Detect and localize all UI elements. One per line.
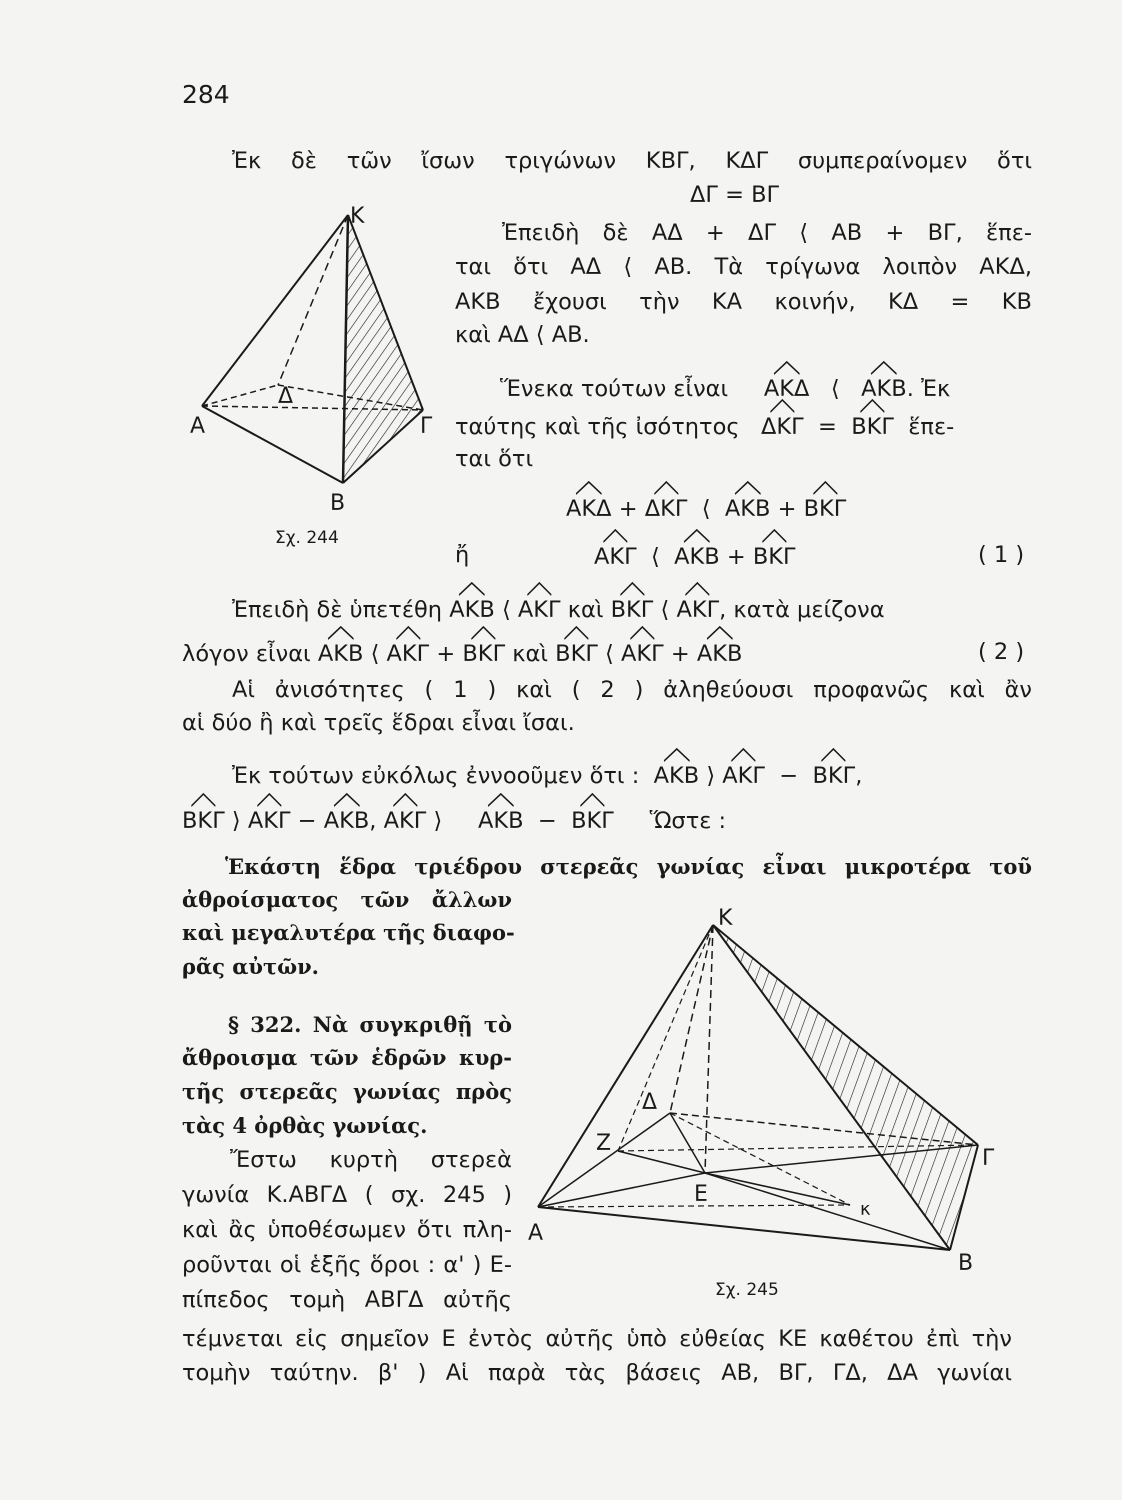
vertex-label: Β xyxy=(958,1251,974,1276)
figure-caption: Σχ. 245 xyxy=(715,1280,779,1300)
equation-number: ( 2 ) xyxy=(978,639,1025,665)
vertex-label: Δ xyxy=(278,384,294,409)
text-line: τέμνεται εἰς σημεῖον Ε ἐντὸς αὐτῆς ὑπὸ εὐθείας ΚΕ καθέτου ἐπὶ τὴν xyxy=(182,1326,1012,1352)
vertex-label: Γ xyxy=(420,414,433,439)
section-heading: τῆς στερεᾶς γωνίας πρὸς xyxy=(182,1079,512,1104)
equation: ΑΚΓ ⟨ ΑΚΒ + ΒΚΓ xyxy=(594,540,796,572)
text-line: ἤ xyxy=(455,542,470,568)
text-line: Ἐκ δὲ τῶν ἴσων τριγώνων ΚΒΓ, ΚΔΓ συμπεραίνομεν ὅτι xyxy=(232,148,1032,174)
text-line: λόγον εἶναι ΑΚΒ ⟨ ΑΚΓ + ΒΚΓ καὶ ΒΚΓ ⟨ ΑΚΓ + ΑΚΒ xyxy=(182,637,742,669)
theorem-line: ρᾶς αὐτῶν. xyxy=(182,954,319,979)
text-line: ΑΚΒ ἔχουσι τὴν ΚΑ κοινήν, ΚΔ = ΚΒ xyxy=(455,289,1032,315)
text-line: ΒΚΓ ⟩ ΑΚΓ − ΑΚΒ, ΑΚΓ ⟩ ΑΚΒ − ΒΚΓ Ὥστε : xyxy=(182,804,726,836)
vertex-label: κ xyxy=(860,1199,871,1220)
vertex-label: Α xyxy=(190,414,206,439)
figure-caption: Σχ. 244 xyxy=(275,528,339,548)
text-line: Ἔστω κυρτὴ στερεὰ xyxy=(230,1147,512,1173)
hatched-face xyxy=(343,215,423,483)
theorem-line: καὶ μεγαλυτέρα τῆς διαφο- xyxy=(182,920,515,945)
equation-number: ( 1 ) xyxy=(978,542,1025,568)
theorem-line: Ἑκάστη ἕδρα τριέδρου στερεᾶς γωνίας εἶναι μικροτέρα τοῦ xyxy=(225,854,1032,879)
text-line: Ἐκ τούτων εὐκόλως ἐννοοῦμεν ὅτι : ΑΚΒ ⟩ ΑΚΓ − ΒΚΓ, xyxy=(232,759,862,791)
angle: ΔΚΓ xyxy=(761,410,804,442)
hatched-face xyxy=(713,925,978,1250)
section-heading: τὰς 4 ὀρθὰς γωνίας. xyxy=(182,1113,428,1138)
text-line: Ἐπειδὴ δὲ ΑΔ + ΔΓ ⟨ ΑΒ + ΒΓ, ἕπε- xyxy=(502,220,1032,246)
page-number: 284 xyxy=(182,80,230,109)
text-line: καὶ ΑΔ ⟨ ΑΒ. xyxy=(455,322,590,348)
text-line: Αἱ ἀνισότητες ( 1 ) καὶ ( 2 ) ἀληθεύουσι προφανῶς καὶ ἂν xyxy=(232,677,1032,703)
vertex-label: Κ xyxy=(718,906,733,931)
text-line: τομὴν ταύτην. β' ) Αἱ παρὰ τὰς βάσεις ΑΒ, ΒΓ, ΓΔ, ΔΑ γωνίαι xyxy=(182,1360,1012,1386)
vertex-label: Β xyxy=(330,491,346,516)
text-line: καὶ ἂς ὑποθέσωμεν ὅτι πλη- xyxy=(182,1217,512,1243)
text-line: Ἐπειδὴ δὲ ὑπετέθη ΑΚΒ ⟨ ΑΚΓ καὶ ΒΚΓ ⟨ ΑΚΓ, κατὰ μείζονα xyxy=(232,593,885,625)
vertex-label: Κ xyxy=(350,204,365,229)
text-line: ται ὅτι ΑΔ ⟨ ΑΒ. Τὰ τρίγωνα λοιπὸν ΑΚΔ, xyxy=(455,254,1032,280)
figure-245 xyxy=(520,895,1000,1276)
section-heading: § 322. Νὰ συγκριθῇ τὸ xyxy=(228,1012,512,1037)
text-line: ΔΓ = ΒΓ xyxy=(690,182,780,208)
angle: ΑΚΔ xyxy=(764,372,810,404)
vertex-label: Α xyxy=(528,1221,544,1246)
vertex-label: Ε xyxy=(694,1182,708,1207)
text-line: ται ὅτι xyxy=(455,446,534,472)
theorem-line: ἀθροίσματος τῶν ἄλλων xyxy=(182,887,512,912)
angle: ΒΚΓ xyxy=(851,410,894,442)
figure-244 xyxy=(180,195,450,525)
vertex-label: Ζ xyxy=(596,1131,612,1156)
text-line: Ἕνεκα τούτων εἶναι ΑΚΔ ⟨ ΑΚΒ. Ἐκ xyxy=(500,372,950,404)
text-line: πίπεδος τομὴ ΑΒΓΔ αὐτῆς xyxy=(182,1287,512,1313)
vertex-label: Δ xyxy=(642,1090,658,1115)
text-line: ροῦνται οἱ ἑξῆς ὅροι : α' ) Ε- xyxy=(182,1252,512,1278)
text-line: αἱ δύο ἢ καὶ τρεῖς ἕδραι εἶναι ἴσαι. xyxy=(182,710,575,736)
angle: ΑΚΒ xyxy=(861,372,907,404)
section-heading: ἄθροισμα τῶν ἑδρῶν κυρ- xyxy=(182,1045,512,1070)
text-line: γωνία Κ.ΑΒΓΔ ( σχ. 245 ) xyxy=(182,1182,512,1208)
vertex-label: Γ xyxy=(982,1146,995,1171)
text-line: ταύτης καὶ τῆς ἰσότητος ΔΚΓ = ΒΚΓ ἕπε- xyxy=(455,410,954,442)
equation: ΑΚΔ + ΔΚΓ ⟨ ΑΚΒ + ΒΚΓ xyxy=(566,492,846,524)
